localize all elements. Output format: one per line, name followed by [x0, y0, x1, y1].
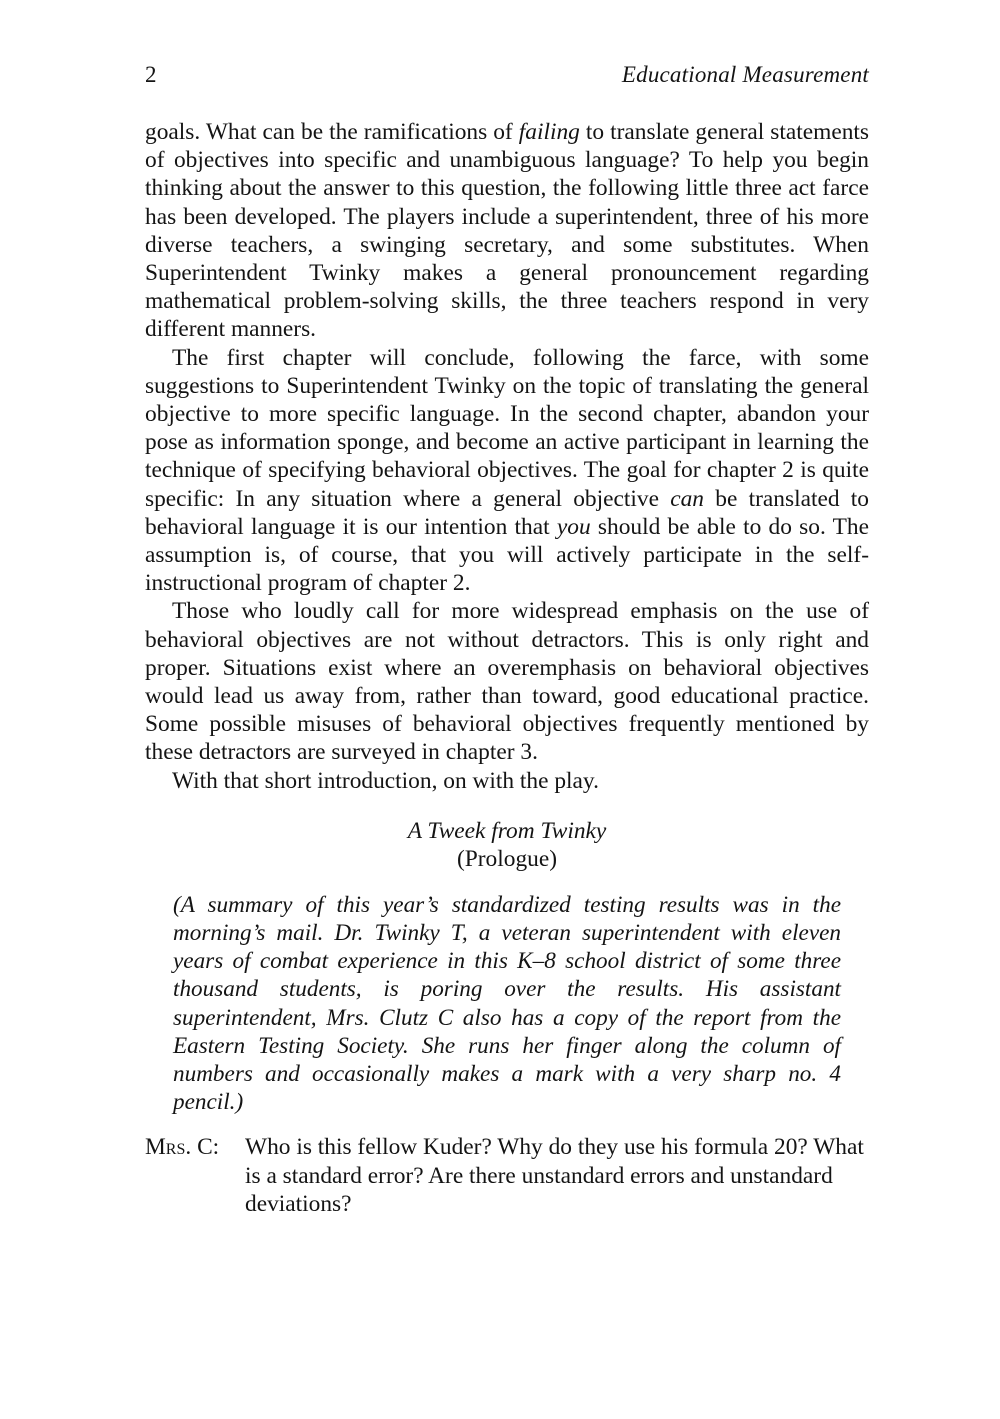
play-title-block	[145, 817, 869, 874]
play-title: A Tweek from Twinky	[407, 817, 607, 844]
paragraph-first-chapter-c: should be able to do so. The assumption is, of course, that you will actively participate in the self-instructional program of chapter 2.	[145, 513, 869, 597]
paragraph-first-chapter-b: be translated to behavioral language it is our intention that	[145, 485, 869, 540]
running-title: Educational Measurement	[621, 62, 869, 87]
play-subtitle: (Prologue)	[456, 846, 558, 873]
paragraph-introduction: With that short introduction, on with the play.	[172, 767, 599, 794]
emphasis-you: you	[556, 513, 591, 540]
book-page	[145, 62, 869, 1218]
speaker-name: Mrs. C:	[145, 1134, 220, 1161]
paragraph-goals	[145, 118, 869, 344]
paragraph-goals-rest: to translate general statements of objectives into specific and unambiguous language? To help you begin thinking about the answer to this question, the following little three act farce has been developed. The players include a superintendent, three of his more diverse teachers, a swinging secretary, and some substitutes. When Superintendent Twinky makes a general pronouncement regarding mathematical problem-solving skills, the three teachers respond in very different manners.	[145, 119, 870, 343]
page-number: 2	[145, 62, 157, 87]
speaker-line: Who is this fellow Kuder? Why do they use his formula 20? What is a standard error? Are there unstandard errors and unstandard deviations?	[245, 1134, 864, 1217]
paragraph-first-chapter	[145, 344, 869, 598]
stage-direction: (A summary of this year’s standardized testing results was in the morning’s mail. Dr. Twinky T, a veteran superintendent with eleven years of combat experience in this K–8 school district of some three thousand students, is poring over the results. His assistant superintendent, Mrs. Clutz C also has a copy of the report from the Eastern Testing Society. She runs her finger along the column of numbers and occasionally makes a mark with a very sharp no. 4 pencil.)	[173, 891, 841, 1116]
dialogue-entry	[145, 1133, 869, 1218]
running-head	[145, 62, 869, 96]
emphasis-failing: failing	[518, 119, 580, 145]
body-text	[145, 118, 869, 795]
paragraph-first-chapter-a: The first chapter will conclude, following the farce, with some suggestions to Superintendent Twinky on the topic of translating the general objective to more specific language. In the second chapter, abandon your pose as information sponge, and become an active participant in learning the technique of specifying behavioral objectives. The goal for chapter 2 is quite specific: In any situation where a general objective	[145, 344, 869, 512]
emphasis-can: can	[670, 485, 704, 512]
paragraph-detractors: Those who loudly call for more widespread emphasis on the use of behavioral objectives are not without detractors. This is only right and proper. Situations exist where an overemphasis on behavioral objectives would lead us away from, rather than toward, good educational practice. Some possible misuses of behavioral objectives frequently mentioned by these detractors are surveyed in chapter 3.	[145, 598, 869, 766]
paragraph-goals-text: goals. What can be the ramifications of	[145, 119, 519, 145]
